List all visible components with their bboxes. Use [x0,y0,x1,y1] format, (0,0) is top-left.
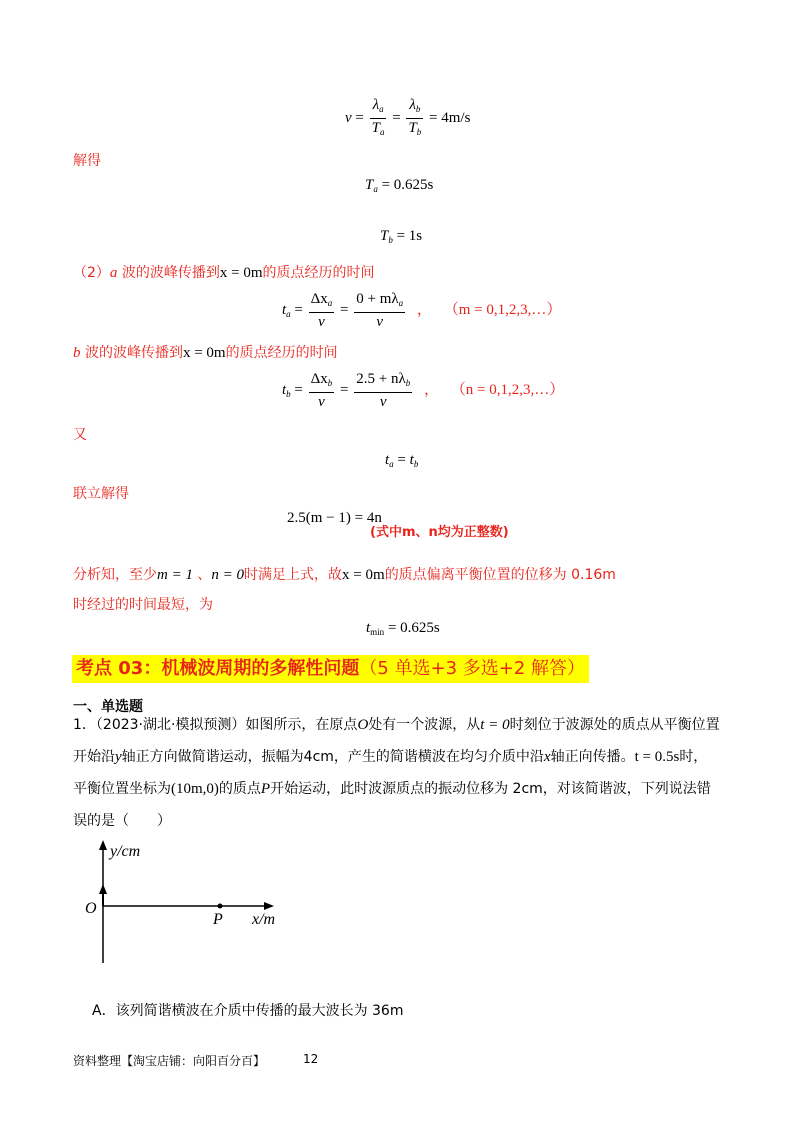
comma-a: ， [416,301,432,318]
q-l3b: 的质点 [218,781,261,797]
analysis-line2: 时经过的时间最短，为 [73,597,213,613]
q-t05: t = 0.5s [634,749,680,765]
question-line1 [73,716,720,734]
q-y: y [115,749,122,765]
analysis-n0: n = 0 [211,567,245,583]
lambda-b-sub: b [415,104,421,114]
equals-sign: = [355,109,364,126]
T-sub-b: b [388,235,393,245]
question-line2 [73,748,707,766]
v-symbol: v [345,109,352,126]
heading-label: 考点 03：机械波周期的多解性问题 [76,658,360,679]
Ta-value: = 0.625s [377,177,434,193]
lambda-a-sub: a [379,104,384,114]
q-l2b: 轴正方向做简谐运动，振幅为4cm，产生的简谐横波在均匀介质中沿 [121,749,544,765]
dx-a-sub: a [327,298,333,308]
T-b: T [408,120,417,136]
eq-lhs-sub: a [389,459,394,469]
T-b-sub: b [416,127,422,137]
analysis-m1: m = 1 [157,567,193,583]
num-nlambda: 2.5 + nλ [356,371,406,387]
T-sub-a: a [373,184,378,194]
part2-prefix: （2） [73,265,110,281]
den-v-b2: v [379,394,387,410]
fraction-mlambda [354,290,405,331]
eq-rhs-sub: b [413,459,419,469]
eq-rhs: t [409,452,414,468]
fraction-b [406,96,423,141]
fraction-a [370,96,387,141]
t-b-symbol: t [282,381,287,398]
fraction-dxa [309,290,335,331]
q-P: P [260,781,271,797]
q-coord: (10m,0) [171,781,219,797]
footer-source: 资料整理【淘宝店铺：向阳百分百】 [73,1054,266,1068]
q-l3c: 开始运动，此时波源质点的振动位移为 2cm，对该简谐波，下列说法错 [270,781,711,797]
part2-x: x = 0m [219,265,263,281]
T-a-sub: a [379,127,385,137]
q-l1c: 时刻位于波源处的质点从平衡位置 [509,717,720,733]
equation-tmin [366,620,440,637]
point-P [218,904,223,909]
dx-b-sub: b [327,378,333,388]
line-b [73,342,338,362]
analysis-x0: x = 0m [342,567,385,583]
q-l1a: 1．（2023·湖北·模拟预测）如图所示，在原点 [73,717,358,733]
equation-wave-speed [345,96,470,141]
q-l2d: 时， [679,749,708,765]
q-l2c: 轴正向传播。 [550,749,635,765]
heading-tail: （5 单选+3 多选+2 解答） [359,658,586,679]
source-arrow-head [99,884,107,894]
lianli-label: 联立解得 [73,486,129,502]
equation-ta: $t_a$ = $\frac{\Delta x_a}{v}$ = $\frac{0 + m\lambda_a}{v}$ ， （m = 0,1,2,3,…） [282,291,562,330]
analysis-c: 的质点偏离平衡位置的位移为 0.16m [384,567,616,583]
equals-sign-2: = [392,109,401,126]
equation-mn [287,510,382,527]
condition-m: （m = 0,1,2,3,…） [443,301,562,318]
line-b-text2: 的质点经历的时间 [225,345,338,361]
part2-text1: 波的波峰传播到 [117,265,220,281]
condition-n: （n = 0,1,2,3,…） [450,381,565,398]
t-a-symbol: t [282,301,287,318]
tmin-symbol: t [366,620,371,636]
wave-figure [80,838,300,968]
x-axis-label: x/m [252,911,276,928]
mn-note: (式中m、n均为正整数) [370,525,509,540]
tmin-value: = 0.625s [384,620,440,636]
num-mlambda: 0 + mλ [356,291,399,307]
q-l3a: 平衡位置坐标为 [73,781,171,797]
den-v-a: v [318,314,325,330]
solve-label-1: 解得 [73,153,101,169]
T-a: T [371,120,380,136]
lambda-a: λ [372,97,380,113]
den-v-a2: v [376,314,384,330]
comma-b: ， [424,381,440,398]
analysis-b: 时满足上式，故 [244,567,343,583]
q-x: x [543,749,551,765]
question-line4: 误的是（ ） [73,813,171,829]
analysis-a: 分析知，至少 [73,567,157,583]
q-l2a: 开始沿 [73,749,115,765]
equation-Ta [365,177,433,194]
topic-heading [72,655,589,683]
analysis-sep: 、 [192,567,212,583]
num-nlambda-sub: b [405,378,411,388]
dx-b: Δx [310,371,328,387]
mn-expr: 2.5(m − 1) = 4n [287,510,382,526]
page-number: 12 [303,1052,319,1066]
speed-result: = 4m/s [429,109,471,126]
equation-ta-eq-tb [385,452,418,469]
T-symbol-b: T [380,228,389,244]
den-v-b: v [318,394,325,410]
part2-a: a [109,265,118,281]
y-axis-label: y/cm [110,843,141,860]
x-axis-arrow [264,902,274,910]
dx-a: Δx [310,291,328,307]
origin-label: O [85,900,97,917]
option-A: A．该列简谐横波在介质中传播的最大波长为 36m [92,1003,404,1019]
fraction-dxb [309,370,335,411]
equation-Tb [380,228,422,245]
lambda-b: λ [409,97,416,113]
t-b-sub: b [286,388,291,399]
Tb-value: = 1s [392,228,423,244]
part2-text2: 的质点经历的时间 [262,265,375,281]
tmin-sub: min [370,627,385,637]
t-a-sub: a [286,308,291,319]
T-symbol-a: T [365,177,374,193]
part2-line [73,262,375,282]
section-title: 一、单选题 [73,699,143,715]
equation-tb: $t_b$ = $\frac{\Delta x_b}{v}$ = $\frac{2.5 + n\lambda_b}{v}$ ， （n = 0,1,2,3,…） [282,371,565,410]
analysis-line1 [73,564,616,584]
you-label: 又 [73,427,87,443]
line-b-b: b [73,345,81,361]
line-b-x: x = 0m [182,345,226,361]
point-P-label: P [213,911,223,928]
eq-lhs: t [385,452,390,468]
y-axis-arrow [99,840,107,850]
fraction-nlambda [354,370,412,411]
q-l1b: 处有一个波源，从 [368,717,481,733]
line-b-text1: 波的波峰传播到 [80,345,183,361]
num-mlambda-sub: a [398,298,404,308]
q-t0: t = 0 [480,717,510,733]
eq-mid: = [393,452,410,468]
q-O: O [357,717,369,733]
question-line3 [73,780,711,798]
